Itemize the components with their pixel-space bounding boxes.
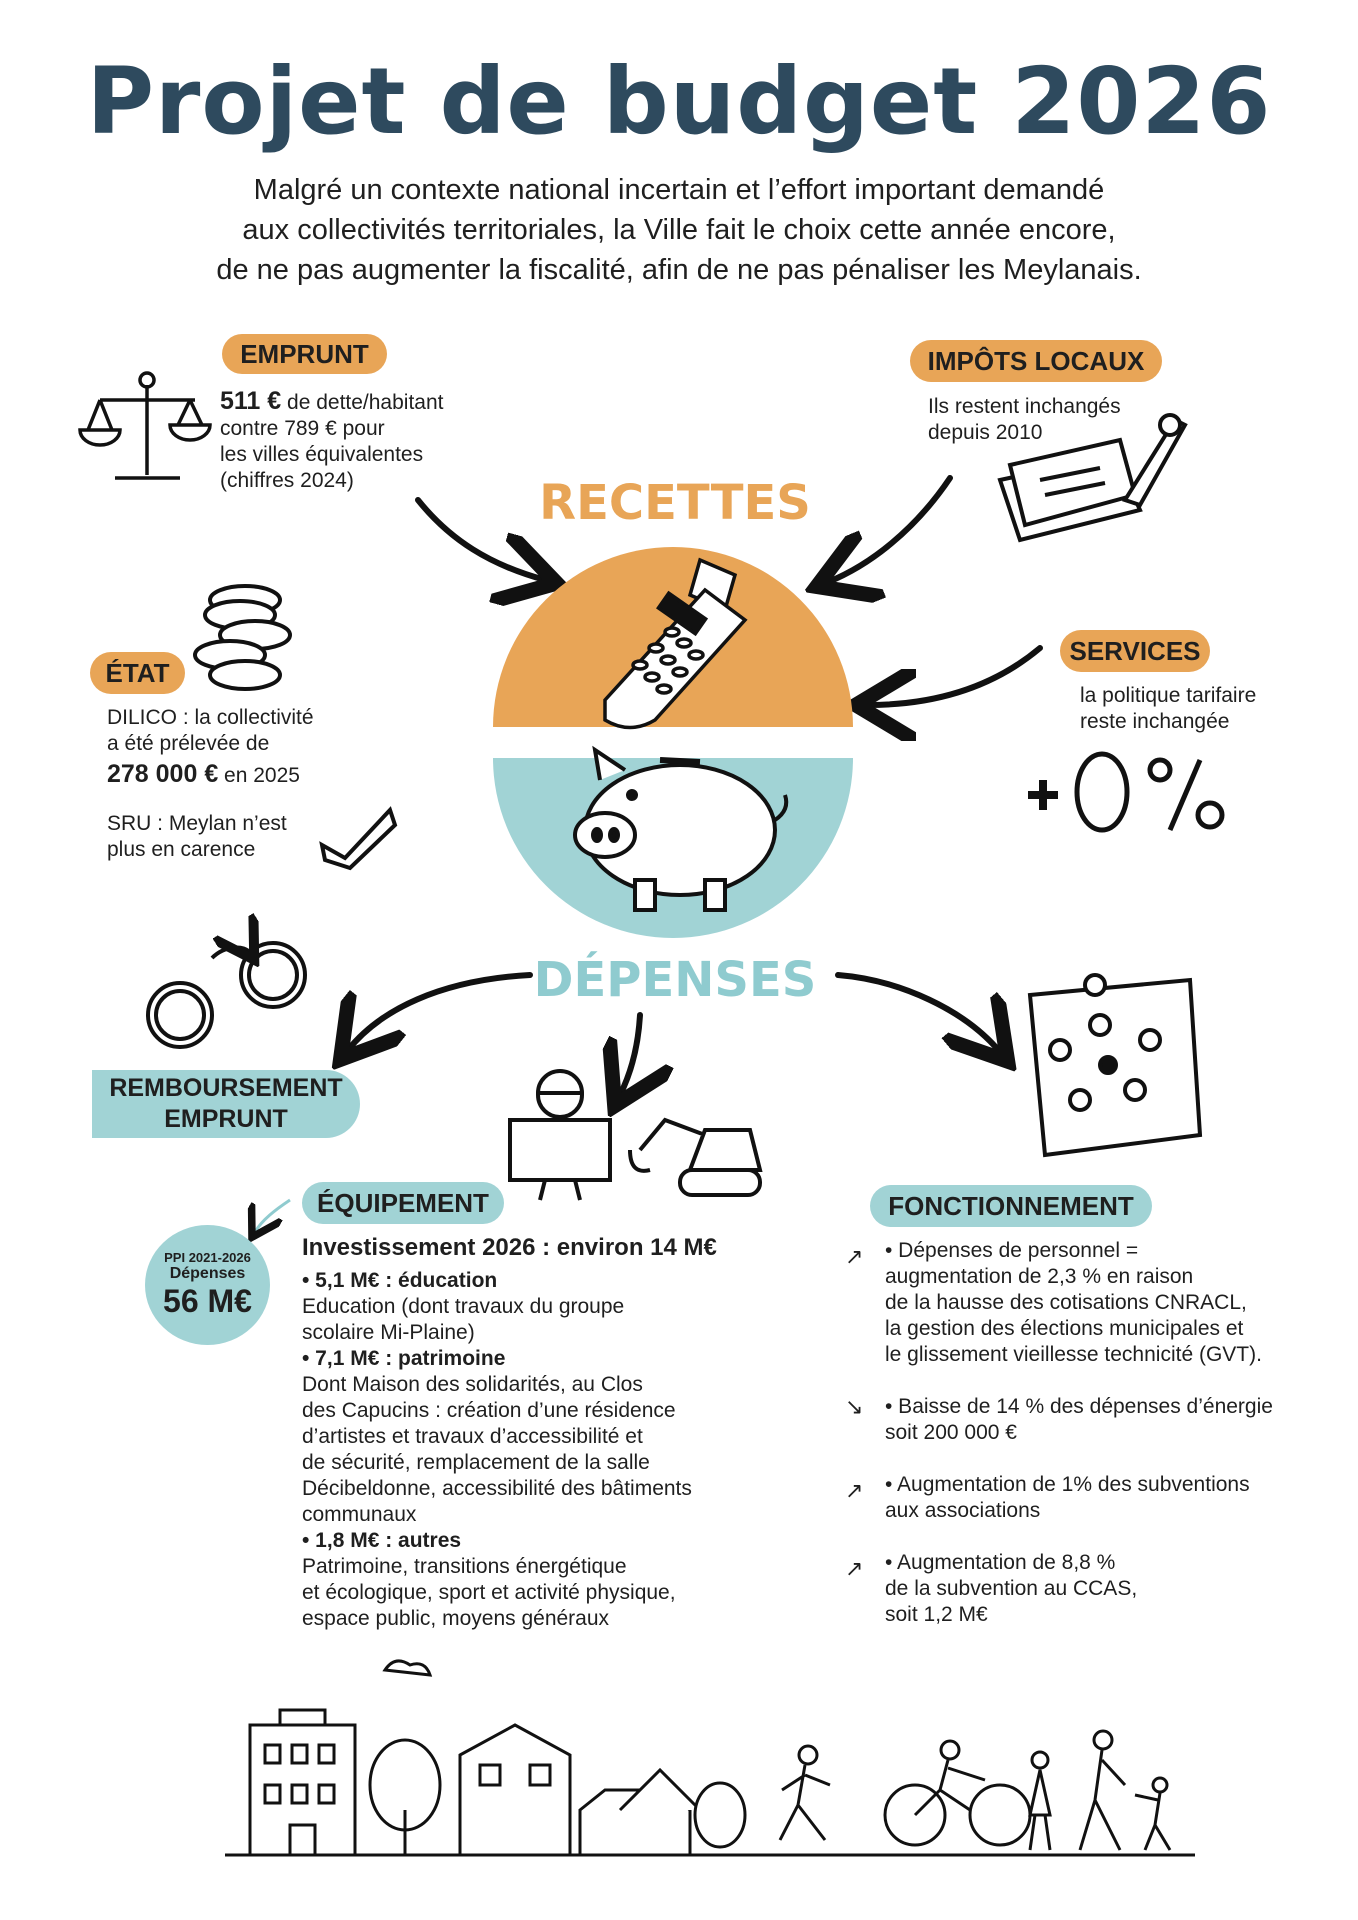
remboursement-emprunt-label [92,1070,360,1138]
emprunt-line1: de dette/habitant [281,391,444,414]
etat-amount: 278 000 € [107,760,219,788]
equipement-item-line: Education (dont travaux du groupe [302,1295,625,1318]
equipement-item-head: • 1,8 M€ : autres [302,1529,462,1552]
fonctionnement-item-2 [845,1394,1335,1446]
fonctionnement-item-4 [845,1550,1335,1628]
emprunt-line3: les villes équivalentes [220,443,424,466]
services-text [1080,683,1340,735]
equipement-content [302,1232,772,1632]
excavator-icon [630,1120,760,1195]
equipement-label: ÉQUIPEMENT [302,1182,504,1224]
ppi-value: 56 M€ [163,1283,252,1319]
town-skyline-icon [225,1661,1195,1855]
intro-line-3: de ne pas augmenter la fiscalité, afin de ne pas pénaliser les Meylanais. [216,254,1142,286]
fonctionnement-line: augmentation de 2,3 % en raison [885,1265,1194,1288]
etat-sru-line1: SRU : Meylan n’est [107,812,287,835]
impots-line1: Ils restent inchangés [928,395,1121,418]
trend-up-icon: ↗ [845,1478,864,1503]
equipement-item-1 [302,1268,772,1346]
coin-stack-icon [195,586,290,689]
etat-amount-rest: en 2025 [218,764,300,787]
fonctionnement-line: la gestion des élections municipales et [885,1317,1244,1340]
fonctionnement-line: • Dépenses de personnel = [885,1239,1139,1262]
construction-worker-icon [510,1071,610,1200]
fonctionnement-item-1 [845,1238,1335,1368]
fonctionnement-line: le glissement vieillesse technicité (GVT). [885,1343,1262,1366]
impots-text [928,394,1168,446]
recettes-heading: RECETTES [539,475,811,531]
etat-line1: DILICO : la collectivité [107,706,314,729]
fonctionnement-item-3 [845,1472,1335,1524]
equipement-item-line: et écologique, sport et activité physique, [302,1581,676,1604]
emprunt-text [220,388,500,494]
etat-label: ÉTAT [90,652,185,694]
plus-zero-percent-icon [1028,754,1222,830]
intro-line-2: aux collectivités territoriales, la Ville fait le choix cette année encore, [242,214,1116,246]
page-title: Projet de budget 2026 [86,48,1272,155]
equipement-item-line: Patrimoine, transitions énergétique [302,1555,627,1578]
equipement-item-line: de sécurité, remplacement de la salle [302,1451,650,1474]
services-label: SERVICES [1060,630,1210,672]
euro-coins-icon [148,943,305,1047]
arrow-services-to-recettes [868,648,1040,705]
fonctionnement-line: de la hausse des cotisations CNRACL, [885,1291,1247,1314]
arrow-depenses-to-equipement [620,1015,640,1095]
equipement-item-head: • 5,1 M€ : éducation [302,1269,498,1292]
fonctionnement-line: soit 1,2 M€ [885,1603,988,1626]
fonctionnement-line: • Augmentation de 8,8 % [885,1551,1116,1574]
equipement-item-line: communaux [302,1503,417,1526]
etat-line2: a été prélevée de [107,732,270,755]
impots-label: IMPÔTS LOCAUX [910,340,1162,382]
balance-scale-icon [80,373,210,478]
emprunt-line2: contre 789 € pour [220,417,385,440]
equipement-item-head: • 7,1 M€ : patrimoine [302,1347,506,1370]
fonctionnement-content [845,1238,1335,1628]
ppi-line1: PPI 2021-2026 [164,1250,251,1265]
ppi-line2: Dépenses [169,1265,246,1282]
remboursement-line1: REMBOURSEMENT [109,1074,343,1102]
ppi-badge [145,1225,270,1345]
impots-line2: depuis 2010 [928,421,1043,444]
arrow-depenses-to-fonctionnement [838,975,1000,1052]
equipement-item-line: espace public, moyens généraux [302,1607,610,1630]
equipement-item-line: d’artistes et travaux d’accessibilité et [302,1425,643,1448]
emprunt-label: EMPRUNT [222,334,387,374]
equipement-item-3 [302,1528,772,1632]
trend-up-icon: ↗ [845,1556,864,1581]
equipement-item-2 [302,1346,772,1528]
services-line2: reste inchangée [1080,710,1230,733]
equipement-item-line: des Capucins : création d’une résidence [302,1399,676,1422]
equipement-item-line: Décibeldonne, accessibilité des bâtiments [302,1477,692,1500]
arrow-ppi [255,1200,290,1232]
people-activities-icon [780,1731,1170,1850]
emprunt-line4: (chiffres 2024) [220,469,354,492]
fonctionnement-line: soit 200 000 € [885,1421,1017,1444]
remboursement-line2: EMPRUNT [164,1105,288,1133]
equipement-headline: Investissement 2026 : environ 14 M€ [302,1234,717,1261]
fonctionnement-label: FONCTIONNEMENT [870,1185,1152,1227]
equipement-item-line: scolaire Mi-Plaine) [302,1321,475,1344]
fonctionnement-line: • Baisse de 14 % des dépenses d’énergie [885,1395,1273,1418]
intro-line-1: Malgré un contexte national incertain et l’effort important demandé [253,174,1105,206]
fonctionnement-line: • Augmentation de 1% des subventions [885,1473,1250,1496]
equipement-item-line: Dont Maison des solidarités, au Clos [302,1373,643,1396]
trend-up-icon: ↗ [845,1244,864,1269]
etat-sru-line2: plus en carence [107,838,256,861]
trend-down-icon: ↘ [845,1394,864,1419]
team-board-icon [1030,975,1200,1155]
services-line1: la politique tarifaire [1080,684,1257,707]
fonctionnement-line: aux associations [885,1499,1041,1522]
fonctionnement-line: de la subvention au CCAS, [885,1577,1138,1600]
emprunt-value: 511 € [220,387,282,415]
etat-text [107,705,407,863]
depenses-heading: DÉPENSES [533,952,817,1008]
